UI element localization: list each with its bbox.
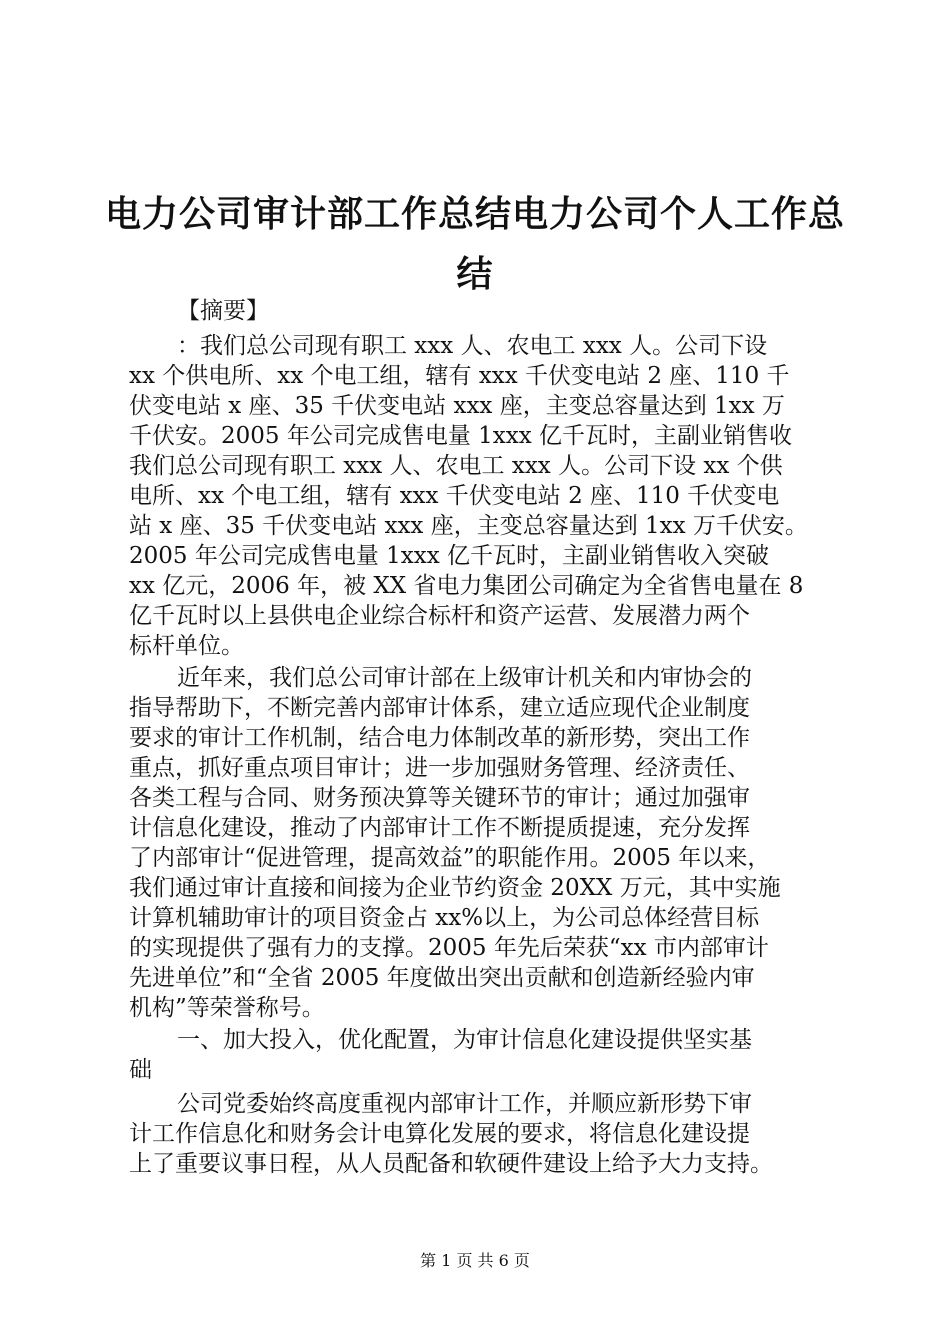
document-title-line-1: 电力公司审计部工作总结电力公司个人工作总	[104, 193, 845, 235]
section-heading: 一、加大投入，优化配置，为审计信息化建设提供坚实基	[177, 1027, 752, 1053]
abstract-heading: 【摘要】	[177, 298, 269, 324]
body-line: 计算机辅助审计的项目资金占 xx%以上，为公司总体经营目标	[129, 905, 760, 931]
body-line: 计工作信息化和财务会计电算化发展的要求，将信息化建设提	[129, 1121, 750, 1147]
body-line: ：我们总公司现有职工 xxx 人、农电工 xxx 人。公司下设	[177, 333, 768, 359]
body-line: 2005 年公司完成售电量 1xxx 亿千瓦时，主副业销售收入突破	[129, 543, 770, 569]
body-line: 我们通过审计直接和间接为企业节约资金 20XX 万元，其中实施	[129, 875, 781, 901]
body-line: 机构”等荣誉称号。	[129, 995, 325, 1021]
document-title-line-2: 结	[456, 253, 494, 295]
body-line: 要求的审计工作机制，结合电力体制改革的新形势，突出工作	[129, 725, 750, 751]
body-line: 标杆单位。	[129, 633, 244, 659]
body-line: 先进单位”和“全省 2005 年度做出突出贡献和创造新经验内审	[129, 965, 755, 991]
body-line: 千伏安。2005 年公司完成售电量 1xxx 亿千瓦时，主副业销售收	[129, 423, 793, 449]
body-line: 伏变电站 x 座、35 千伏变电站 xxx 座，主变总容量达到 1xx 万	[129, 393, 785, 419]
body-line: 重点，抓好重点项目审计；进一步加强财务管理、经济责任、	[129, 755, 750, 781]
body-line: xx 亿元，2006 年，被 XX 省电力集团公司确定为全省售电量在 8	[129, 573, 804, 599]
body-line: 亿千瓦时以上县供电企业综合标杆和资产运营、发展潜力两个	[129, 603, 750, 629]
body-line: 各类工程与合同、财务预决算等关键环节的审计；通过加强审	[129, 785, 750, 811]
body-line: 我们总公司现有职工 xxx 人、农电工 xxx 人。公司下设 xx 个供	[129, 453, 783, 479]
body-line: 近年来，我们总公司审计部在上级审计机关和内审协会的	[177, 665, 752, 691]
body-line: 础	[129, 1057, 152, 1083]
page-footer: 第 1 页 共 6 页	[420, 1251, 530, 1270]
body-line: 电所、xx 个电工组，辖有 xxx 千伏变电站 2 座、110 千伏变电	[129, 483, 780, 509]
body-line: 公司党委始终高度重视内部审计工作，并顺应新形势下审	[177, 1091, 752, 1117]
body-line: 上了重要议事日程，从人员配备和软硬件建设上给予大力支持。	[129, 1151, 773, 1177]
body-line: 的实现提供了强有力的支撑。2005 年先后荣获“xx 市内部审计	[129, 935, 769, 961]
body-line: 指导帮助下，不断完善内部审计体系，建立适应现代企业制度	[129, 695, 750, 721]
body-line: 站 x 座、35 千伏变电站 xxx 座，主变总容量达到 1xx 万千伏安。	[129, 513, 808, 539]
body-line: 了内部审计“促进管理，提高效益”的职能作用。2005 年以来，	[129, 845, 771, 871]
body-line: 计信息化建设，推动了内部审计工作不断提质提速，充分发挥	[129, 815, 750, 841]
body-line: xx 个供电所、xx 个电工组，辖有 xxx 千伏变电站 2 座、110 千	[129, 363, 790, 389]
